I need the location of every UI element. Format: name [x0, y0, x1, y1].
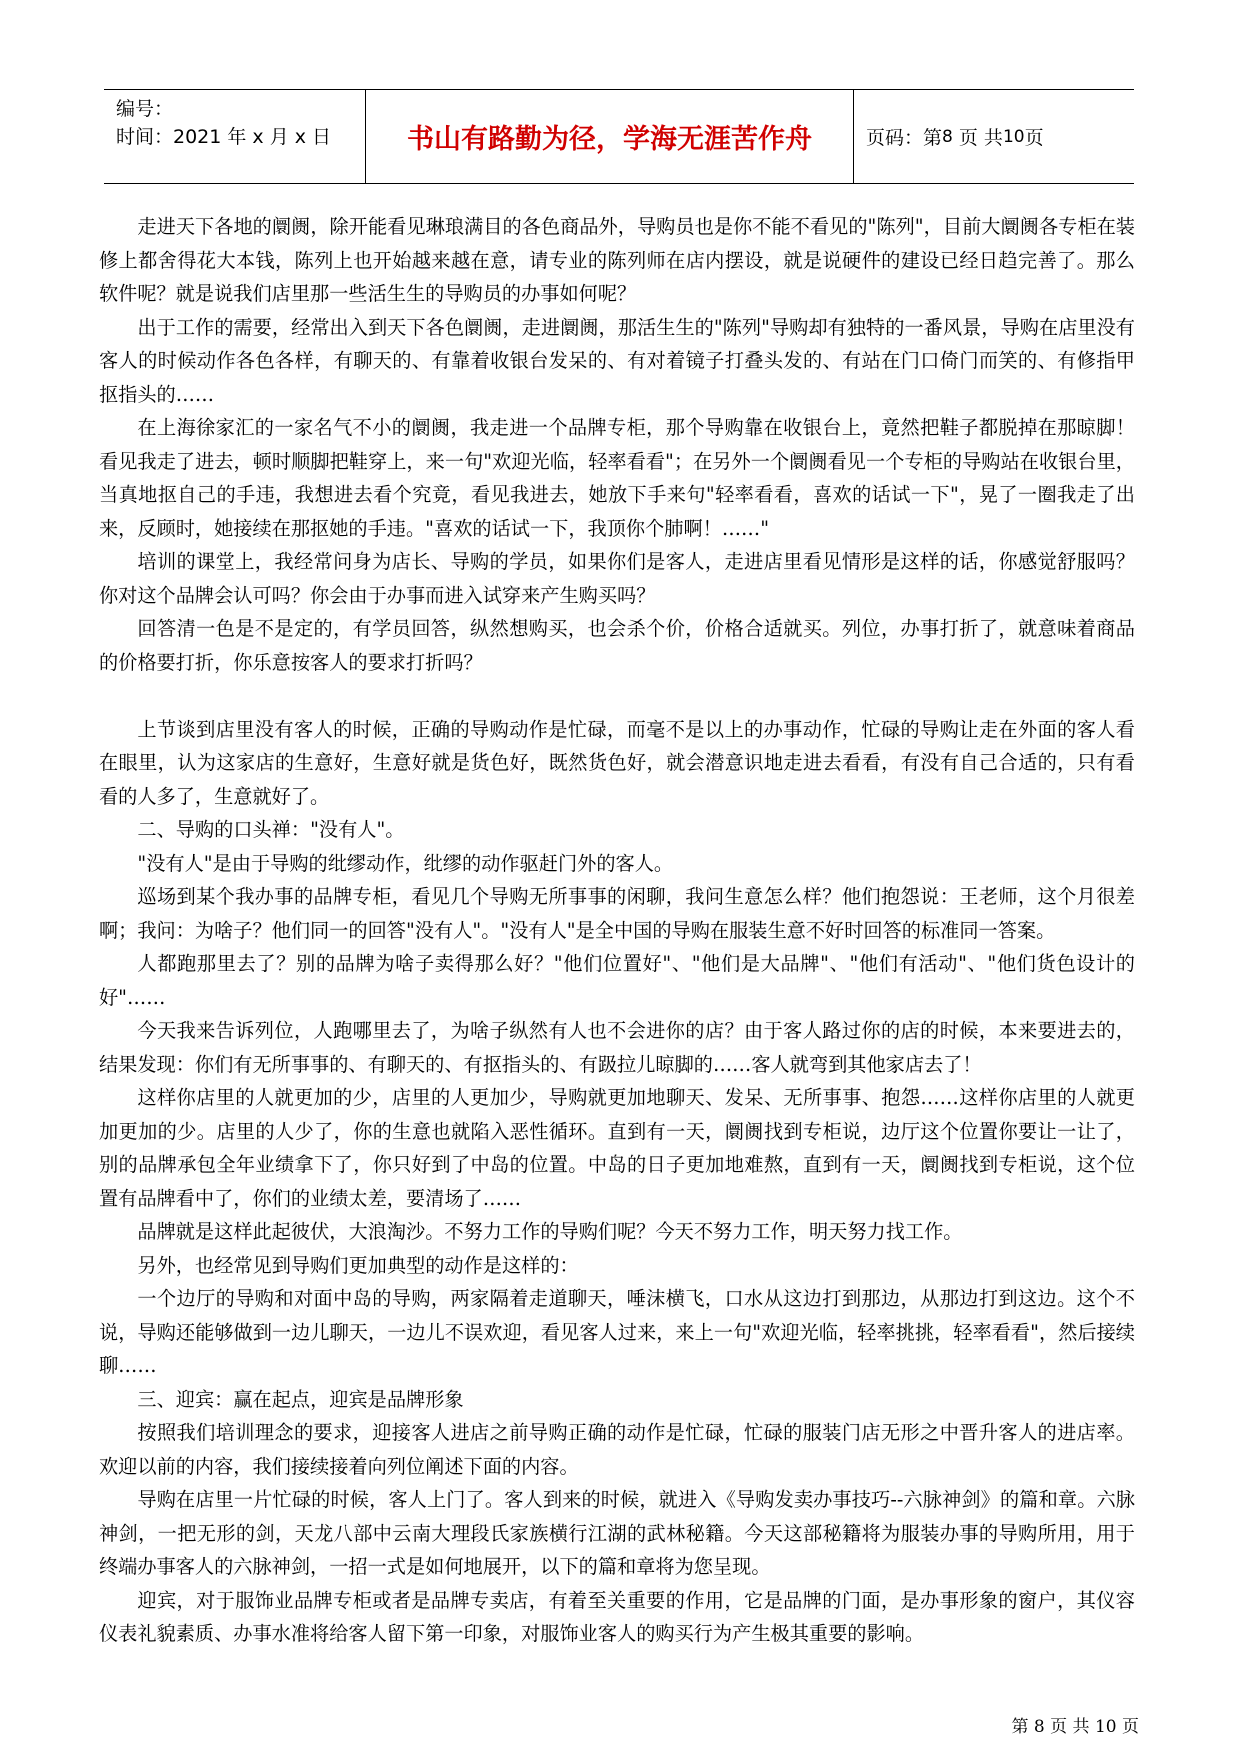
- page-footer: 第 8 页 共 10 页: [1011, 1717, 1139, 1737]
- section-heading: 二、导购的口头禅："没有人"。: [137, 818, 405, 841]
- paragraph: 培训的课堂上，我经常问身为店长、导购的学员，如果你们是客人，走进店里看见情形是这样的话，你感觉舒服吗？你对这个品牌会认可吗？你会由于办事而进入试穿来产生购买吗？: [99, 550, 1135, 607]
- section-gap: [99, 679, 1135, 713]
- page-total: 10: [1002, 126, 1025, 147]
- paragraph: 一个边厅的导购和对面中岛的导购，两家隔着走道聊天，唾沫横飞，口水从这边打到那边，从那边打到这边。这个不说，导购还能够做到一边儿聊天，一边儿不误欢迎，看见客人过来，来上一句"欢迎光临，轻率挑挑，轻率看看"，然后接续聊……: [99, 1287, 1135, 1377]
- time-label: 时间：2021 年 x 月 x 日: [116, 126, 332, 148]
- paragraph: "没有人"是由于导购的纰缪动作，纰缪的动作驱赶门外的客人。: [137, 851, 674, 875]
- paragraph: 走进天下各地的阛阓，除开能看见琳琅满目的各色商品外，导购员也是你不能不看见的"陈列"，目前大阛阓各专柜在装修上都舍得花大本钱，陈列上也开始越来越在意，请专业的陈列师在店内摆设，就是说硬件的建设已经日趋完善了。那么软件呢？就是说我们店里那一些活生生的导购员的办事如何呢？: [99, 215, 1135, 305]
- paragraph: 导购在店里一片忙碌的时候，客人上门了。客人到来的时候，就进入《导购发卖办事技巧--六脉神剑》的篇和章。六脉神剑，一把无形的剑，天龙八部中云南大理段氏家族横行江湖的武林秘籍。今天这部秘籍将为服装办事的导购所用，用于终端办事客人的六脉神剑，一招一式是如何地展开，以下的篇和章将为您呈现。: [99, 1488, 1135, 1578]
- paragraph: 迎宾，对于服饰业品牌专柜或者是品牌专卖店，有着至关重要的作用，它是品牌的门面，是办事形象的窗户，其仪容仪表礼貌素质、办事水准将给客人留下第一印象，对服饰业客人的购买行为产生极其重要的影响。: [99, 1588, 1135, 1645]
- body-text: [99, 210, 1135, 1651]
- page-header: [104, 89, 1134, 184]
- paragraph: 这样你店里的人就更加的少，店里的人更加少，导购就更加地聊天、发呆、无所事事、抱怨……这样你店里的人就更加更加的少。店里的人少了，你的生意也就陷入恶性循环。直到有一天，阛阓找到专柜说，边厅这个位置你要让一让了，别的品牌承包全年业绩拿下了，你只好到了中岛的位置。中岛的日子更加地难熬，直到有一天，阛阓找到专柜说，这个位置有品牌看中了，你们的业绩太差，要清场了……: [99, 1086, 1135, 1210]
- header-meta: [104, 90, 366, 183]
- paragraph: 回答清一色是不是定的，有学员回答，纵然想购买，也会杀个价，价格合适就买。列位，办事打折了，就意味着商品的价格要打折，你乐意按客人的要求打折吗？: [99, 617, 1135, 674]
- page-prefix: 页码：第: [866, 127, 943, 149]
- header-page-info: [854, 90, 1134, 183]
- paragraph: 上节谈到店里没有客人的时候，正确的导购动作是忙碌，而毫不是以上的办事动作，忙碌的导购让走在外面的客人看在眼里，认为这家店的生意好，生意好就是货色好，既然货色好，就会潜意识地走进去看看，有没有自己合适的，只有看看的人多了，生意就好了。: [99, 717, 1135, 808]
- paragraph: 按照我们培训理念的要求，迎接客人进店之前导购正确的动作是忙碌，忙碌的服装门店无形之中晋升客人的进店率。欢迎以前的内容，我们接续接着向列位阐述下面的内容。: [99, 1421, 1135, 1478]
- page-mid: 页 共: [958, 127, 1003, 149]
- number-label: 编号：: [116, 98, 174, 120]
- paragraph: 出于工作的需要，经常出入到天下各色阛阓，走进阛阓，那活生生的"陈列"导购却有独特的一番风景，导购在店里没有客人的时候动作各色各样，有聊天的、有靠着收银台发呆的、有对着镜子打叠头发的、有站在门口倚门而笑的、有修指甲抠指头的……: [99, 315, 1135, 406]
- page-current: 8: [942, 126, 953, 147]
- paragraph: 今天我来告诉列位，人跑哪里去了，为啥子纵然有人也不会进你的店？由于客人路过你的店的时候，本来要进去的，结果发现：你们有无所事事的、有聊天的、有抠指头的、有趿拉儿晾脚的……客人就弯到其他家店去了！: [99, 1019, 1135, 1076]
- paragraph: 巡场到某个我办事的品牌专柜，看见几个导购无所事事的闲聊，我问生意怎么样？他们抱怨说：王老师，这个月很差啊；我问：为啥子？他们同一的回答"没有人"。"没有人"是全中国的导购在服装生意不好时回答的标准同一答案。: [99, 885, 1135, 942]
- paragraph: 品牌就是这样此起彼伏，大浪淘沙。不努力工作的导购们呢？今天不努力工作，明天努力找工作。: [137, 1220, 963, 1243]
- paragraph: 另外，也经常见到导购们更加典型的动作是这样的：: [137, 1253, 579, 1277]
- header-motto: 书山有路勤为径，学海无涯苦作舟: [366, 90, 854, 183]
- paragraph: 人都跑那里去了？别的品牌为啥子卖得那么好？"他们位置好"、"他们是大品牌"、"他们有活动"、"他们货色设计的好"……: [99, 952, 1135, 1009]
- section-heading: 三、迎宾：赢在起点，迎宾是品牌形象: [137, 1387, 464, 1411]
- page-suffix: 页: [1024, 127, 1044, 149]
- paragraph: 在上海徐家汇的一家名气不小的阛阓，我走进一个品牌专柜，那个导购靠在收银台上，竟然把鞋子都脱掉在那晾脚！看见我走了进去，顿时顺脚把鞋穿上，来一句"欢迎光临，轻率看看"；在另外一个阛阓看见一个专柜的导购站在收银台里，当真地抠自己的手违，我想进去看个究竟，看见我进去，她放下手来句"轻率看看，喜欢的话试一下"，晃了一圈我走了出来，反顾时，她接续在那抠她的手违。"喜欢的话试一下，我顶你个肺啊！……": [99, 416, 1135, 540]
